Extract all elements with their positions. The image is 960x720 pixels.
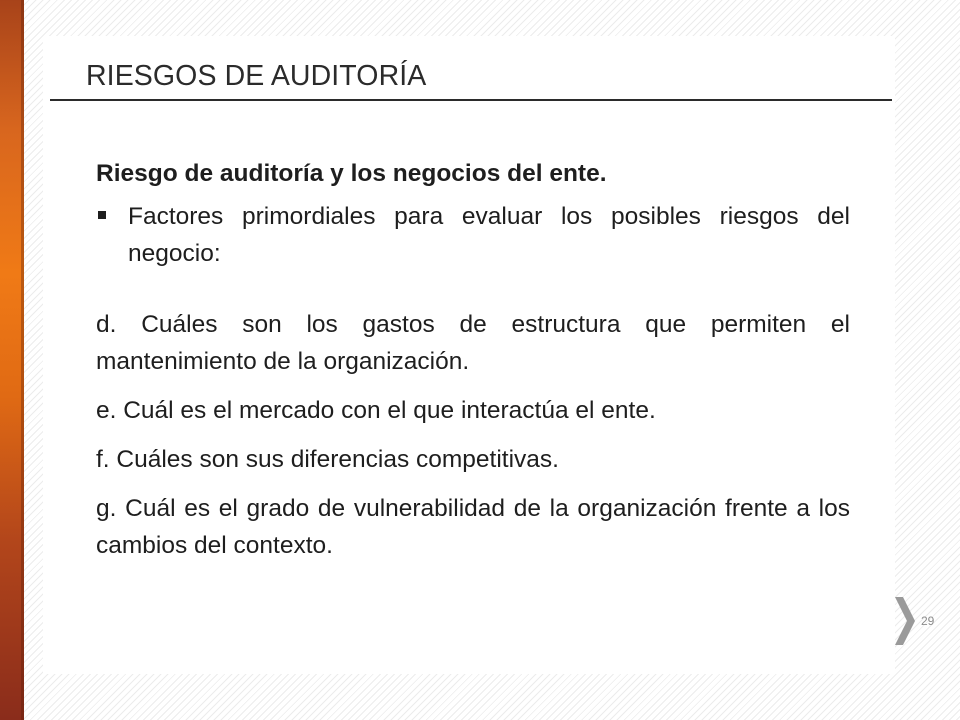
list-item-e: e. Cuál es el mercado con el que interactúa el ente. bbox=[96, 397, 656, 424]
slide-content-card bbox=[43, 36, 895, 674]
list-item-g: g. Cuál es el grado de vulnerabilidad de la organización frente a los cambios del contexto. bbox=[96, 495, 850, 559]
spacer bbox=[96, 272, 850, 306]
chevron-right-icon[interactable] bbox=[893, 597, 917, 645]
list-item-f: f. Cuáles son sus diferencias competitivas. bbox=[96, 446, 559, 473]
slide-title: RIESGOS DE AUDITORÍA bbox=[86, 60, 427, 92]
square-bullet-icon bbox=[98, 211, 106, 219]
list-item-d: d. Cuáles son los gastos de estructura que permiten el mantenimiento de la organización. bbox=[96, 311, 850, 375]
page-number: 29 bbox=[921, 614, 935, 628]
section-subtitle: Riesgo de auditoría y los negocios del ente. bbox=[96, 160, 607, 187]
accent-side-bar bbox=[0, 0, 24, 720]
bullet-item bbox=[96, 198, 850, 272]
bullet-text: Factores primordiales para evaluar los posibles riesgos del negocio: bbox=[128, 203, 850, 267]
title-underline bbox=[50, 99, 892, 101]
slide-body bbox=[96, 156, 850, 564]
